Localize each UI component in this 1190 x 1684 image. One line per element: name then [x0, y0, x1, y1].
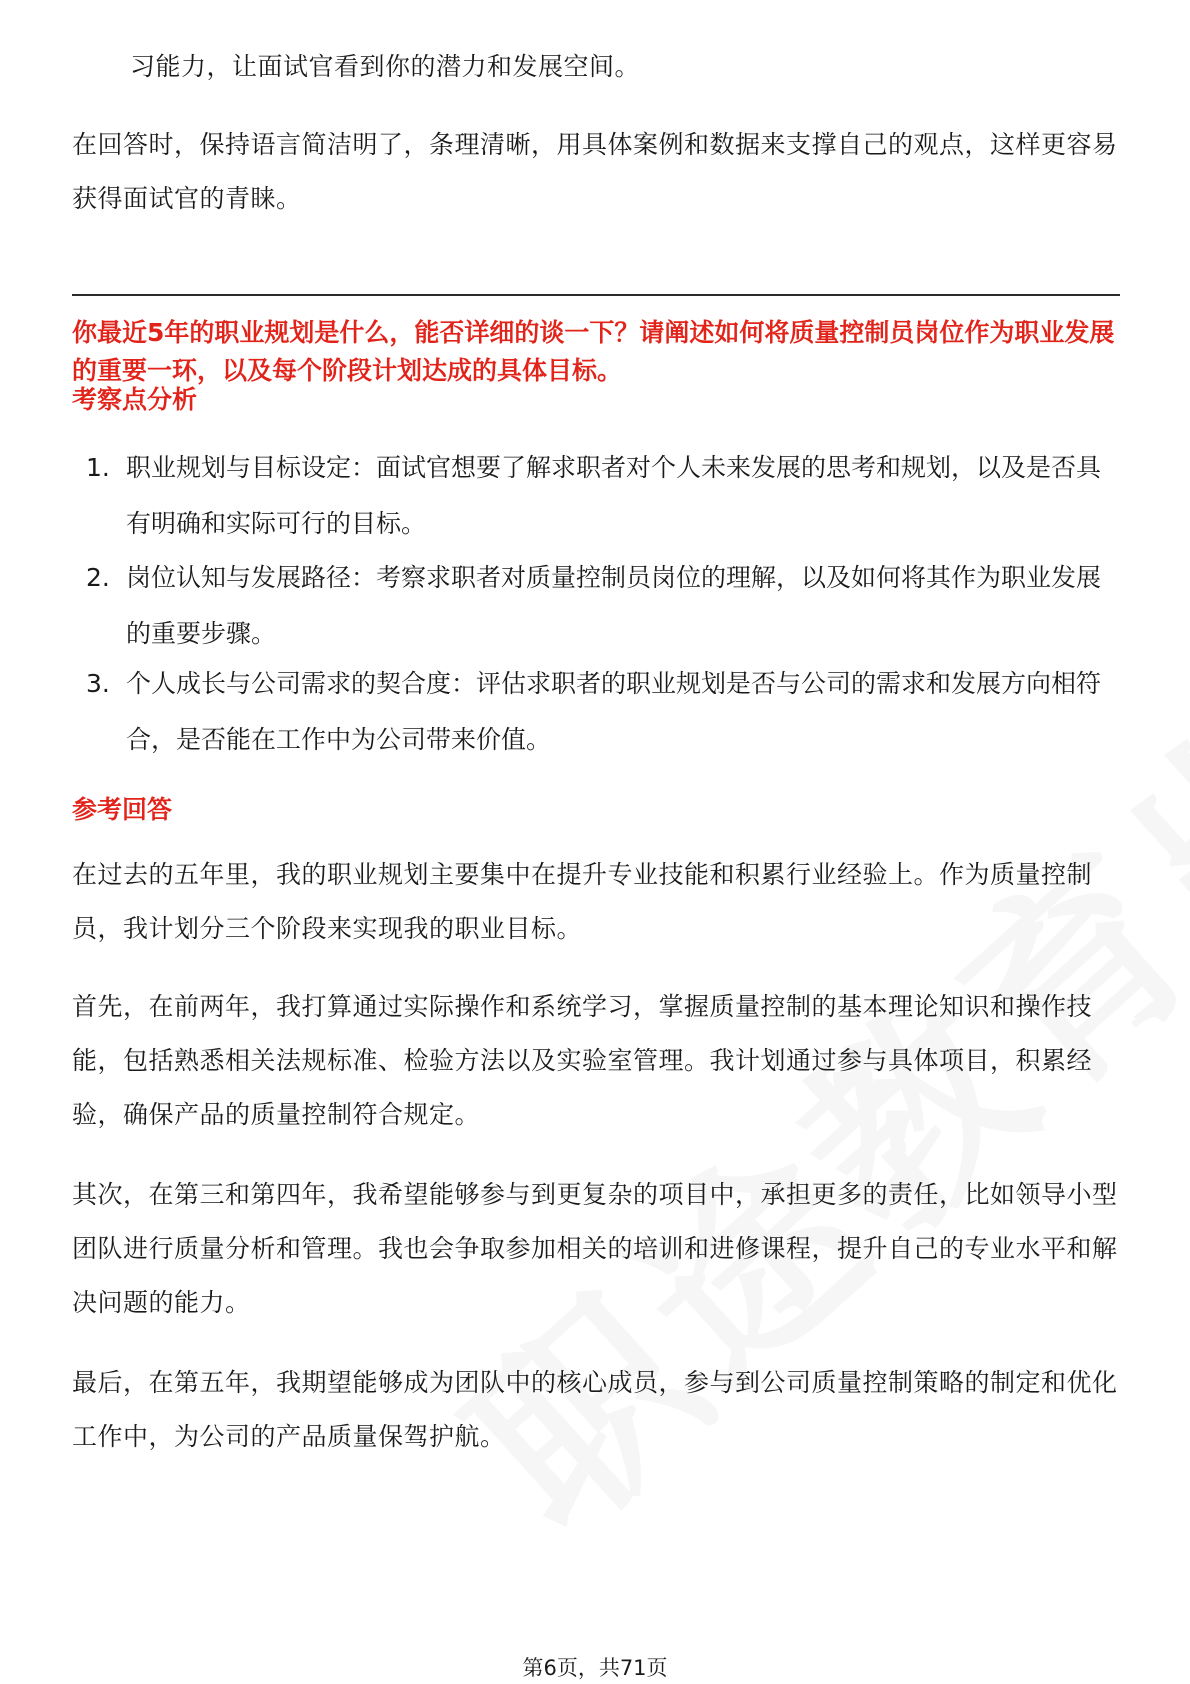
list-item	[86, 440, 1120, 552]
list-item	[86, 656, 1120, 768]
analysis-heading: 考察点分析	[72, 385, 198, 414]
list-item-number: 2.	[86, 563, 110, 592]
list-item-text: 岗位认知与发展路径：考察求职者对质量控制员岗位的理解，以及如何将其作为职业发展的重要步骤。	[126, 563, 1102, 648]
intro-advice: 在回答时，保持语言简洁明了，条理清晰，用具体案例和数据来支撑自己的观点，这样更容易获得面试官的青睐。	[72, 130, 1118, 213]
section-divider	[72, 294, 1120, 296]
page-number: 第6页，共71页	[522, 1656, 668, 1680]
answer-paragraph: 最后，在第五年，我期望能够成为团队中的核心成员，参与到公司质量控制策略的制定和优化工作中，为公司的产品质量保驾护航。	[72, 1368, 1118, 1451]
intro-continuation: 习能力，让面试官看到你的潜力和发展空间。	[130, 52, 641, 81]
list-item-number: 3.	[86, 669, 110, 698]
list-item-text: 个人成长与公司需求的契合度：评估求职者的职业规划是否与公司的需求和发展方向相符合，是否能在工作中为公司带来价值。	[126, 669, 1102, 754]
question-title: 你最近5年的职业规划是什么，能否详细的谈一下？请阐述如何将质量控制员岗位作为职业发展的重要一环，以及每个阶段计划达成的具体目标。	[72, 318, 1115, 385]
list-item-number: 1.	[86, 453, 110, 482]
list-item-text: 职业规划与目标设定：面试官想要了解求职者对个人未来发展的思考和规划，以及是否具有明确和实际可行的目标。	[126, 453, 1102, 538]
answer-paragraph: 其次，在第三和第四年，我希望能够参与到更复杂的项目中，承担更多的责任，比如领导小型团队进行质量分析和管理。我也会争取参加相关的培训和进修课程，提升自己的专业水平和解决问题的能力。	[72, 1180, 1118, 1317]
answer-paragraph: 首先，在前两年，我打算通过实际操作和系统学习，掌握质量控制的基本理论知识和操作技能，包括熟悉相关法规标准、检验方法以及实验室管理。我计划通过参与具体项目，积累经验，确保产品的质量控制符合规定。	[72, 992, 1093, 1129]
answer-heading: 参考回答	[72, 795, 173, 824]
answer-paragraph: 在过去的五年里，我的职业规划主要集中在提升专业技能和积累行业经验上。作为质量控制员，我计划分三个阶段来实现我的职业目标。	[72, 860, 1093, 943]
list-item	[86, 550, 1120, 662]
